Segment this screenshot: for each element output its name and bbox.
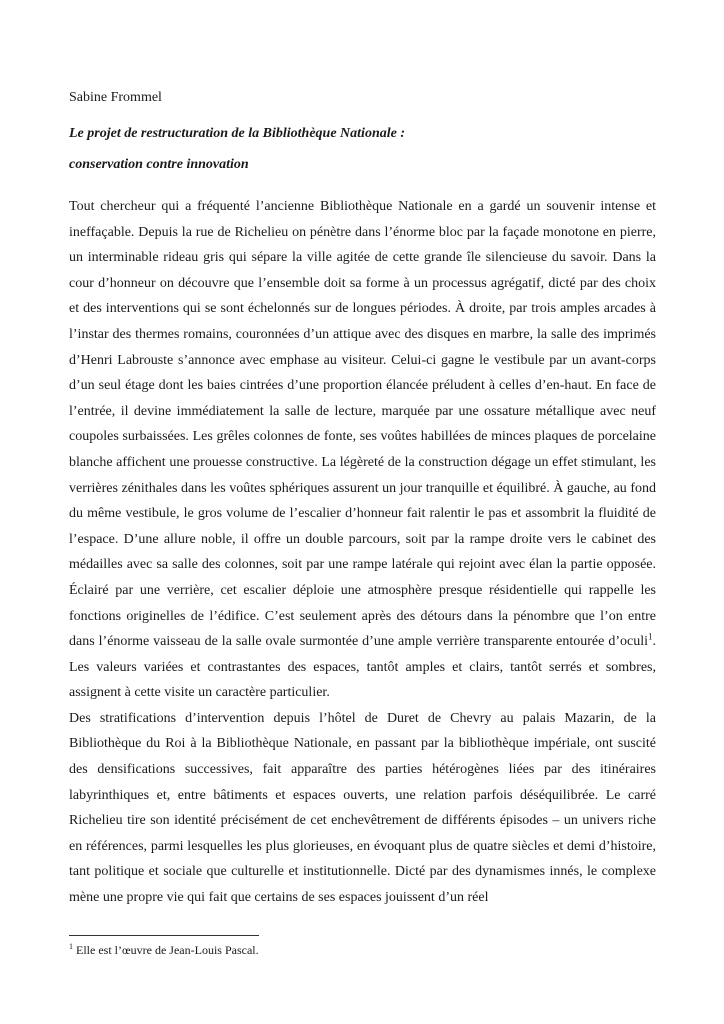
footnote-number: 1 [69, 942, 73, 951]
footnote-separator [69, 935, 259, 936]
footnote [69, 942, 259, 958]
author-name: Sabine Frommel [69, 90, 162, 105]
paragraph-1-text: Tout chercheur qui a fréquenté l’ancienne Bibliothèque Nationale en a gardé un souvenir intense et ineffaçable. Depuis la rue de Richelieu on pénètre dans l’énorme bloc par la façade monotone en pierre, un interminable rideau gris qui sépare la ville agitée de cette grande île silencieuse du savoir. Dans la cour d’honneur on découvre que l’ensemble doit sa forme à un processus agrégatif, dicté par des choix et des interventions qui se sont échelonnés sur de longues périodes. À droite, par trois amples arcades à l’instar des thermes romains, couronnées d’un attique avec des disques en marbre, la salle des imprimés d’Henri Labrouste s’annonce avec emphase au visiteur. Celui-ci gagne le vestibule par un avant-corps d’un seul étage dont les baies cintrées d’une proportion élancée préludent à celles d’en-haut. En face de l’entrée, il devine immédiatement la salle de lecture, marquée par une ossature métallique avec neuf coupoles surbaissées. Les grêles colonnes de fonte, ses voûtes habillées de minces plaques de porcelaine blanche affichent une prouesse constructive. La légèreté de la construction dégage un effet stimulant, les verrières zénithales dans les voûtes sphériques assurent un jour tranquille et équilibré. À gauche, au fond du même vestibule, le gros volume de l’escalier d’honneur fait ralentir le pas et assombrit la fluidité de l’espace. D’une allure noble, il offre un double parcours, soit par la rampe droite vers le cabinet des médailles avec sa salle des colonnes, soit par une rampe latérale qui rejoint avec élan la partie opposée. Éclairé par une verrière, cet escalier déploie une atmosphère presque résidentielle qui rappelle les fonctions originelles de l’édifice. C’est seulement après des détours dans la pénombre que l’on entre dans l’énorme vaisseau de la salle ovale surmontée d’une ample verrière transparente entourée d’oculi [69, 199, 656, 650]
title-line-2: conservation contre innovation [69, 157, 249, 172]
footnote-text: Elle est l’œuvre de Jean-Louis Pascal. [73, 943, 259, 957]
body-text [69, 194, 656, 911]
footnote-reference: 1 [648, 631, 653, 642]
paragraph-1 [69, 194, 656, 706]
paragraph-1-continuation: . Les valeurs variées et contrastantes des espaces, tantôt amples et clairs, tantôt serrés et sombres, assignent à cette visite un caractère particulier. [69, 634, 656, 701]
title-line-1: Le projet de restructuration de la Bibliothèque Nationale : [69, 126, 405, 141]
paragraph-2: Des stratifications d’intervention depuis l’hôtel de Duret de Chevry au palais Mazarin, de la Bibliothèque du Roi à la Bibliothèque Nationale, en passant par la bibliothèque impériale, ont suscité des densifications successives, fait apparaître des parties hétérogènes liées par des itinéraires labyrinthiques et, entre bâtiments et espaces ouverts, une relation parfois déséquilibrée. Le carré Richelieu tire son identité précisément de cet enchevêtrement de différents épisodes – un univers riche en références, parmi lesquelles les plus glorieuses, en évoquant plus de quatre siècles et demi d’histoire, tant politique et sociale que culturelle et institutionnelle. Dicté par des dynamismes innés, le complexe mène une propre vie qui fait que certains de ses espaces jouissent d’un réel [69, 710, 656, 906]
